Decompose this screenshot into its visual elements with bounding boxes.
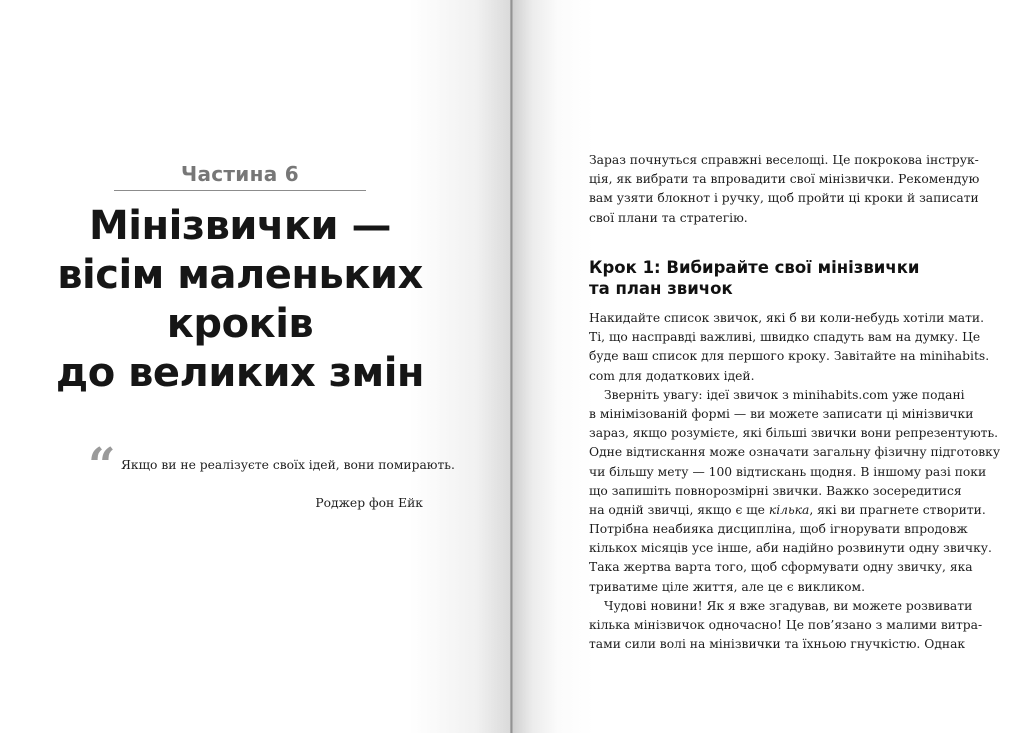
intro-paragraph: [589, 151, 980, 228]
text-line: Така жертва варта того, щоб сформувати одну звичку, яка: [589, 560, 973, 575]
text-line: Одне відтискання може означати загальну фізичну підготовку: [589, 445, 1001, 460]
text-line: Зараз почнуться справжні веселощі. Це покрокова інструк-: [589, 153, 979, 167]
text-line: кілька мінізвичок одночасно! Це пов’язано з малими витра-: [589, 618, 983, 632]
quote-mark-icon: “: [88, 438, 116, 494]
step-heading-line: та план звичок: [589, 279, 733, 298]
chapter-title-line: до великих змін: [55, 350, 425, 396]
text-line: в мінімізованій формі — ви можете записати ці мінізвички: [589, 406, 974, 421]
chapter-title: [30, 202, 450, 398]
book-spine: [510, 0, 513, 733]
text-line: Ті, що насправді важливі, швидко спадуть вам на думку. Це: [589, 330, 981, 345]
text-line: com для додаткових ідей.: [589, 368, 755, 383]
epigraph-text: Якщо ви не реалізуєте своїх ідей, вони помирають.: [121, 458, 455, 472]
text-line: що запишіть повнорозмірні звички. Важко зосередитися: [589, 483, 962, 498]
part-divider: [114, 190, 366, 191]
italic-word: кілька: [768, 502, 810, 517]
text-line: триватиме ціле життя, але це є викликом.: [589, 579, 865, 594]
text-line: Потрібна неабияка дисципліна, щоб ігнорувати впродовж: [589, 522, 968, 537]
chapter-title-line: Мінізвички —: [88, 203, 391, 249]
step-heading-line: Крок 1: Вибирайте свої мінізвички: [589, 258, 920, 277]
chapter-title-line: вісім маленьких: [57, 252, 423, 298]
text-line: Зверніть увагу: ідеї звичок з minihabits.com уже подані: [604, 387, 965, 402]
text-line: буде ваш список для першого кроку. Завітайте на minihabits.: [589, 349, 990, 364]
text-line: [589, 501, 986, 520]
text-line: кількох місяців усе інше, аби надійно розвинути одну звичку.: [589, 541, 992, 556]
text-line: Чудові новини! Як я вже згадував, ви можете розвивати: [604, 598, 973, 613]
text-line: вам узяти блокнот і ручку, щоб пройти ці кроки й записати: [589, 191, 979, 206]
text-line: свої плани та стратегію.: [589, 210, 748, 225]
text-segment: , які ви прагнете створити.: [809, 502, 986, 517]
text-segment: на одній звичці, якщо є ще: [589, 502, 769, 517]
chapter-title-line: кроків: [166, 301, 314, 347]
text-line: тами сили волі на мінізвички та їхньою гнучкістю. Однак: [589, 637, 966, 652]
epigraph-author: Роджер фон Ейк: [315, 496, 423, 510]
text-line: зараз, якщо розумієте, які більші звички вони репрезентують.: [589, 426, 999, 441]
step-heading: [589, 257, 976, 299]
text-line: Накидайте список звичок, які б ви коли-небудь хотіли мати.: [589, 311, 985, 325]
text-line: ція, як вибрати та впровадити свої мінізвички. Рекомендую: [589, 172, 980, 187]
text-line: чи більшу мету — 100 відтискань щодня. В іншому разі поки: [589, 464, 987, 479]
part-label: Частина 6: [180, 162, 299, 186]
step-body: [589, 309, 1001, 654]
